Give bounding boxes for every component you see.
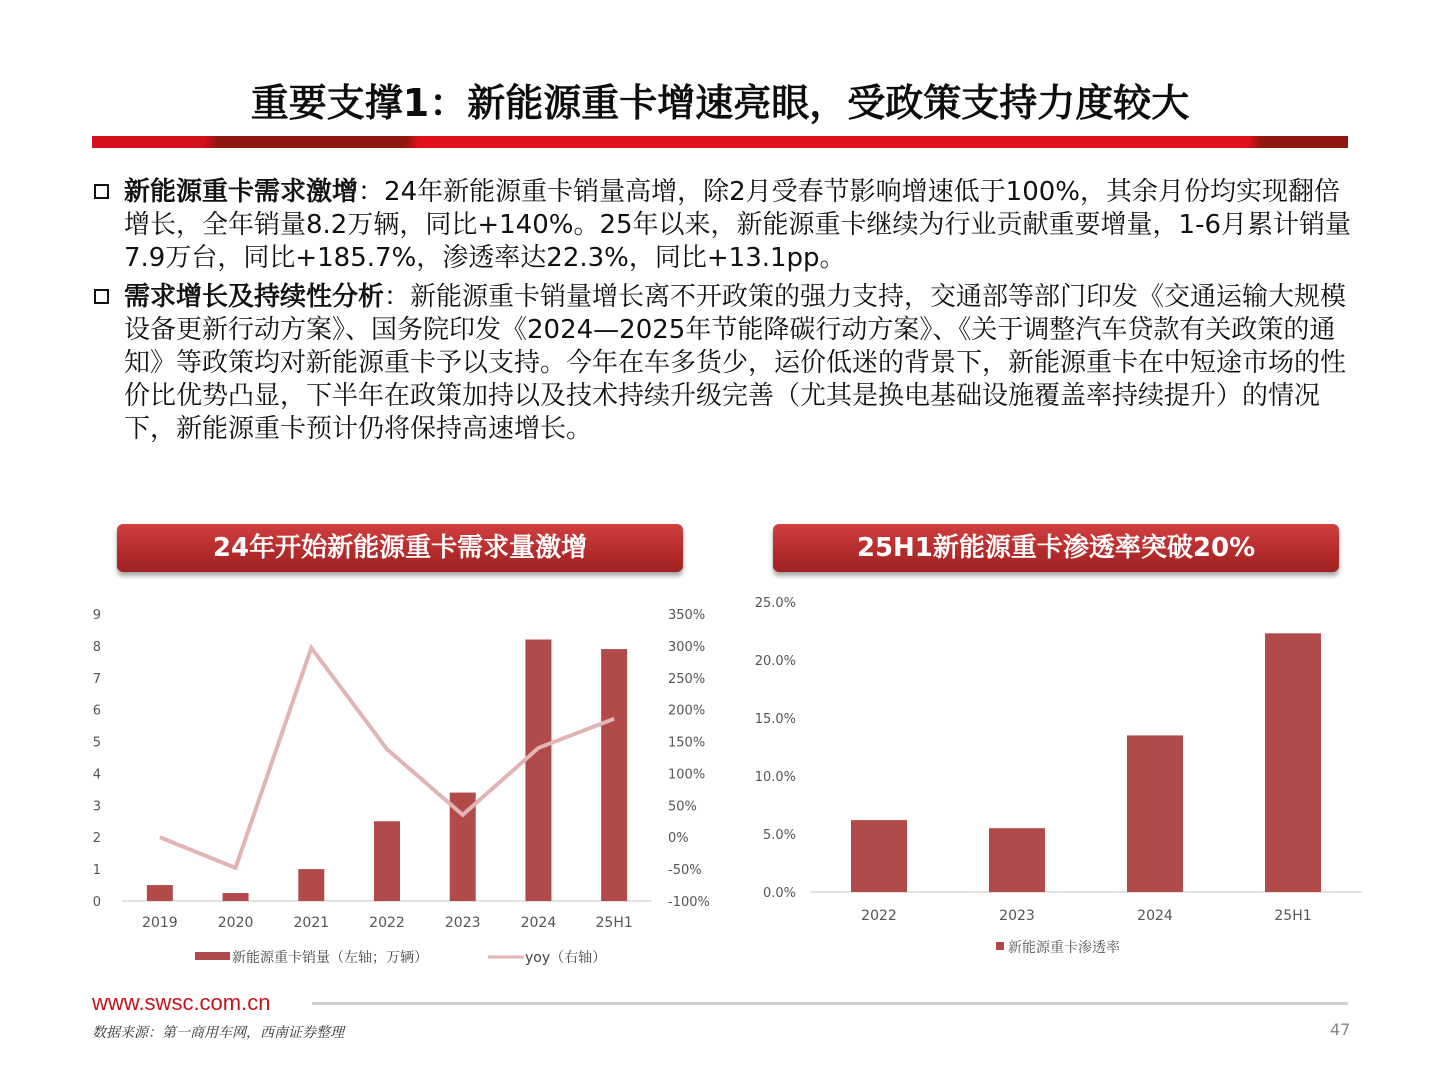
x-axis-label: 25H1: [595, 915, 633, 931]
left-axis-tick: 2: [92, 831, 101, 847]
legend-bar-label: 新能源重卡销量（左轴；万辆）: [232, 950, 428, 966]
right-axis-tick: -100%: [668, 895, 710, 910]
bullet-colon: ：: [358, 177, 385, 207]
right-axis-tick: 0%: [668, 831, 689, 847]
right-axis-tick: 250%: [668, 671, 706, 687]
right-axis-tick: 100%: [668, 767, 706, 783]
right-axis-tick: 350%: [668, 608, 706, 623]
right-chart: [742, 590, 1372, 975]
title-underline-bar: [92, 136, 1348, 148]
square-bullet-icon: [94, 184, 109, 199]
legend-label: 新能源重卡渗透率: [1008, 940, 1120, 956]
right-axis-tick: -50%: [668, 863, 702, 879]
right-axis-tick: 300%: [668, 639, 706, 655]
right-chart-title: 25H1新能源重卡渗透率突破20%: [773, 524, 1339, 572]
legend-swatch: [996, 942, 1004, 950]
bullet-item: [92, 176, 1362, 275]
y-axis-tick: 5.0%: [762, 828, 796, 843]
square-bullet-icon: [94, 289, 109, 304]
bullet-colon: ：: [384, 282, 411, 312]
left-axis-tick: 8: [92, 639, 101, 655]
left-chart-title: 24年开始新能源重卡需求量激增: [117, 524, 683, 572]
sales-bar: [374, 821, 400, 901]
y-axis-tick: 20.0%: [754, 654, 796, 669]
x-axis-label: 2023: [999, 908, 1035, 924]
left-axis-tick: 7: [92, 671, 101, 687]
x-axis-label: 2024: [520, 915, 557, 931]
left-axis-tick: 6: [92, 703, 101, 719]
right-axis-tick: 50%: [668, 799, 697, 815]
footer-divider: [312, 1002, 1348, 1005]
sales-bar: [601, 649, 627, 901]
x-axis-label: 2022: [861, 908, 897, 924]
sales-yoy-combo-chart: [82, 595, 732, 980]
sales-bar: [525, 640, 551, 901]
right-axis-tick: 150%: [668, 735, 706, 751]
bullet-item: [92, 281, 1362, 446]
left-axis-tick: 0: [92, 895, 101, 910]
bullet-list: [92, 176, 1362, 452]
sales-bar: [298, 869, 324, 901]
legend-bar-swatch: [195, 952, 230, 960]
left-axis-tick: 9: [92, 608, 101, 623]
bullet-text: 24年新能源重卡销量高增，除2月受春节影响增速低于100%，其余月份均实现翻倍增长，全年销量8.2万辆，同比+140%。25年以来，新能源重卡继续为行业贡献重要增量，1-6月累计销量7.9万台，同比+185.7%，渗透率达22.3%，同比+13.1pp。: [124, 177, 1352, 273]
x-axis-label: 25H1: [1274, 908, 1312, 924]
bullet-heading: 新能源重卡需求激增: [124, 177, 359, 207]
bullet-heading: 需求增长及持续性分析: [124, 282, 385, 312]
x-axis-label: 2019: [142, 915, 178, 931]
x-axis-label: 2024: [1137, 908, 1173, 924]
x-axis-label: 2020: [217, 915, 254, 931]
penetration-bar: [1265, 633, 1321, 892]
sales-bar: [147, 885, 173, 901]
penetration-bar-chart: [742, 590, 1372, 975]
left-axis-tick: 5: [92, 735, 101, 751]
left-axis-tick: 3: [92, 799, 101, 815]
y-axis-tick: 25.0%: [754, 596, 796, 611]
y-axis-tick: 15.0%: [754, 712, 796, 727]
y-axis-tick: 0.0%: [762, 886, 796, 901]
page-title: 重要支撑1：新能源重卡增速亮眼，受政策支持力度较大: [250, 81, 1190, 125]
bullet-text: 新能源重卡销量增长离不开政策的强力支持，交通部等部门印发《交通运输大规模设备更新行动方案》、国务院印发《2024—2025年节能降碳行动方案》、《关于调整汽车贷款有关政策的通知》等政策均对新能源重卡予以支持。今年在车多货少，运价低迷的背景下，新能源重卡在中短途市场的性价比优势凸显，下半年在政策加持以及技术持续升级完善（尤其是换电基础设施覆盖率持续提升）的情况下，新能源重卡预计仍将保持高速增长。: [124, 282, 1347, 444]
penetration-bar: [851, 820, 907, 892]
page-number: 47: [1330, 1020, 1351, 1039]
data-source-note: 数据来源：第一商用车网，西南证券整理: [92, 1025, 344, 1041]
sales-bar: [223, 893, 249, 901]
left-axis-tick: 4: [92, 767, 101, 783]
right-axis-tick: 200%: [668, 703, 706, 719]
x-axis-label: 2022: [369, 915, 405, 931]
penetration-bar: [1127, 735, 1183, 892]
left-axis-tick: 1: [92, 863, 101, 879]
left-chart: [82, 595, 732, 980]
penetration-bar: [989, 828, 1045, 892]
x-axis-label: 2023: [444, 915, 481, 931]
website-url[interactable]: www.swsc.com.cn: [92, 990, 271, 1015]
y-axis-tick: 10.0%: [754, 770, 796, 785]
x-axis-label: 2021: [293, 915, 330, 931]
legend-line-label: yoy（右轴）: [525, 950, 607, 966]
